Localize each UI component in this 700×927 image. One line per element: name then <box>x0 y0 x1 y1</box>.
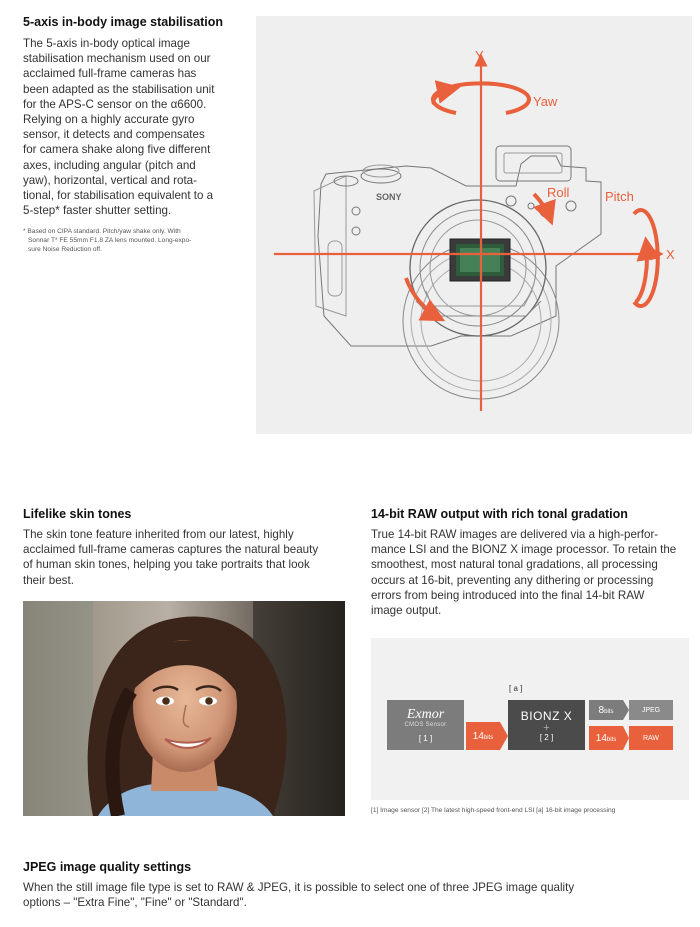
jpeg-heading: JPEG image quality settings <box>23 860 192 874</box>
bits-value: 8 <box>598 704 605 716</box>
text-line: When the still image file type is set to RAW & JPEG, it is possible to select one of three JPEG image quality <box>23 881 575 894</box>
yaw-arrow-head <box>433 88 456 104</box>
bits-unit: bits <box>606 736 617 743</box>
footnote-line: * Based on CIPA standard. Pitch/yaw shake only. With <box>23 228 181 235</box>
text-line: occurs at 16-bit, preventing any dithering or processing <box>371 573 654 587</box>
text-line: The 5-axis in-body optical image <box>23 37 190 50</box>
text-line: their best. <box>23 573 74 587</box>
raw-diagram-caption: [1] Image sensor [2] The latest high-speed front-end LSI [a] 16-bit image processing <box>371 807 616 814</box>
bracket-a-label: [ a ] <box>509 684 523 693</box>
text-line: tional, for stabilisation equivalent to a <box>23 189 214 203</box>
portrait-photo <box>23 601 345 816</box>
text-line: yaw), horizontal, vertical and rota- <box>23 173 197 187</box>
text-line: Relying on a highly accurate gyro <box>23 113 195 127</box>
processor-8bit-flow <box>589 700 623 720</box>
jpeg-body <box>23 880 663 910</box>
text-line: options – "Extra Fine", "Fine" or "Standard". <box>23 896 247 910</box>
raw-heading: 14-bit RAW output with rich tonal gradation <box>371 507 628 521</box>
exmor-subtitle: CMOS Sensor <box>404 721 447 728</box>
bits-value: 14 <box>472 730 484 742</box>
raw-body <box>371 527 693 618</box>
bits-unit: bits <box>604 708 614 715</box>
text-line: of human skin tones, helping you take portraits that look <box>23 558 310 572</box>
arrow-point-icon <box>500 722 508 750</box>
bits-value: 14 <box>595 732 607 744</box>
text-line: errors from being introduced into the final 14-bit RAW <box>371 588 645 602</box>
text-line: image output. <box>371 604 442 618</box>
processor-number-label: [ 2 ] <box>539 732 554 742</box>
text-line: smoothest, most natural tonal gradations, all processing <box>371 558 658 572</box>
text-line: stabilisation mechanism used on our <box>23 52 211 66</box>
sensor-number-label: [ 1 ] <box>418 733 433 743</box>
text-line: for the APS-C sensor on the α6600. <box>23 97 207 111</box>
footnote-line: Sonnar T* FE 55mm F1.8 ZA lens mounted. Long-expo- <box>28 237 192 244</box>
text-line: True 14-bit RAW images are delivered via a high-perfor- <box>371 528 659 541</box>
yaw-label: Yaw <box>533 94 558 109</box>
roll-label: Roll <box>547 185 570 200</box>
jpeg-output-block: JPEG <box>629 700 673 720</box>
skin-body <box>23 527 353 588</box>
text-line: The skin tone feature inherited from our latest, highly <box>23 528 294 541</box>
bionz-processor-block <box>508 700 585 750</box>
stabilisation-illustration <box>256 16 692 434</box>
text-line: for camera shake along five different <box>23 143 211 157</box>
pitch-arrow-head <box>636 241 647 302</box>
text-line: sensor, it detects and compensates <box>23 128 205 142</box>
y-axis-label: Y <box>475 48 484 63</box>
camera-brand-label: SONY <box>376 192 402 202</box>
pitch-label: Pitch <box>605 189 634 204</box>
camera-axes-diagram <box>256 16 692 434</box>
text-line: axes, including angular (pitch and <box>23 158 196 172</box>
raw-processing-diagram <box>371 638 689 800</box>
bionz-logo-text: BIONZ X <box>520 708 573 723</box>
plus-icon: + <box>543 721 550 734</box>
text-line: been adapted as the stabilisation unit <box>23 82 215 96</box>
skin-heading: Lifelike skin tones <box>23 507 132 521</box>
text-line: acclaimed full-frame cameras has <box>23 67 197 81</box>
raw-output-block: RAW <box>629 726 673 750</box>
x-axis-label: X <box>666 247 675 262</box>
text-line: 5-step* faster shutter setting. <box>23 204 172 218</box>
stabilisation-footnote <box>23 227 248 254</box>
text-line: mance LSI and the BIONZ X image processor. To retain the <box>371 543 677 557</box>
stabilisation-heading: 5-axis in-body image stabilisation <box>23 15 224 29</box>
footnote-line: sure Noise Reduction off. <box>28 246 102 253</box>
exmor-logo-text: Exmor <box>406 706 445 722</box>
exmor-sensor-block <box>387 700 464 750</box>
stabilisation-body <box>23 36 248 218</box>
sensor-14bit-flow <box>466 722 500 750</box>
processor-14bit-flow <box>589 726 623 750</box>
text-line: acclaimed full-frame cameras captures the natural beauty <box>23 543 319 557</box>
bits-unit: bits <box>483 734 494 741</box>
